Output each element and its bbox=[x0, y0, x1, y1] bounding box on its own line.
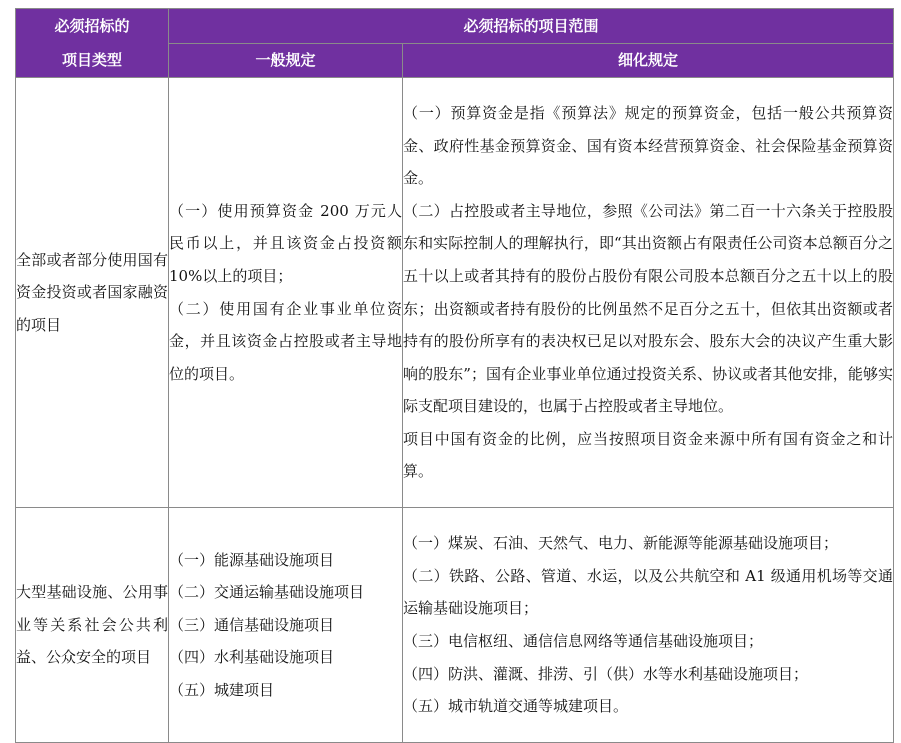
header-project-type-line1: 必须招标的 bbox=[54, 17, 130, 35]
row2-general-cell bbox=[169, 508, 403, 743]
header-project-type-line2: 项目类型 bbox=[61, 51, 122, 69]
row2-detail-item: （四）防洪、灌溉、排涝、引（供）水等水利基础设施项目； bbox=[403, 664, 809, 683]
row2-detail-cell bbox=[403, 508, 894, 743]
header-general-rules: 一般规定 bbox=[169, 43, 403, 78]
row1-type-cell bbox=[16, 78, 169, 508]
row2-type-cell bbox=[16, 508, 169, 743]
tender-scope-table bbox=[15, 8, 894, 743]
header-project-type bbox=[16, 9, 169, 78]
row1-detail-item: （一）预算资金是指《预算法》规定的预算资金，包括一般公共预算资金、政府性基金预算资金、国有资本经营预算资金、社会保险基金预算资金。 bbox=[403, 103, 894, 188]
row1-type: 全部或者部分使用国有资金投资或者国家融资的项目 bbox=[16, 250, 168, 334]
table-row bbox=[16, 508, 894, 743]
row1-detail-item: 项目中国有资金的比例，应当按照项目资金来源中所有国有资金之和计算。 bbox=[403, 429, 894, 481]
row2-general-item: （五）城建项目 bbox=[169, 680, 275, 699]
row1-detail-item: （二）占控股或者主导地位，参照《公司法》第二百一十六条关于控股股东和实际控制人的理解执行，即“其出资额占有限责任公司资本总额百分之五十以上或者其持有的股份占股份有限公司股本总额百分之五十以上的股东；出资额或者持有股份的比例虽然不足百分之五十，但依其出资额或者持有的股份所享有的表决权已足以对股东会、股东大会的决议产生重大影响的股东”；国有企业事业单位通过投资关系、协议或者其他安排，能够实际支配项目建设的，也属于占控股或者主导地位。 bbox=[403, 201, 894, 416]
row2-general-item: （四）水利基础设施项目 bbox=[169, 648, 335, 667]
header-scope: 必须招标的项目范围 bbox=[169, 9, 894, 44]
row1-general-cell bbox=[169, 78, 403, 508]
row2-general-item: （一）能源基础设施项目 bbox=[169, 550, 335, 569]
row2-general-item: （二）交通运输基础设施项目 bbox=[169, 583, 365, 602]
row2-type: 大型基础设施、公用事业等关系社会公共利益、公众安全的项目 bbox=[16, 583, 168, 667]
table-row bbox=[16, 78, 894, 508]
header-row-1 bbox=[16, 9, 894, 44]
row1-general-item: （一）使用预算资金 200 万元人民币以上，并且该资金占投资额 10%以上的项目； bbox=[169, 201, 402, 285]
row2-general-item: （三）通信基础设施项目 bbox=[169, 615, 335, 634]
row2-detail-item: （二）铁路、公路、管道、水运，以及公共航空和 A1 级通用机场等交通运输基础设施项目； bbox=[403, 566, 894, 618]
header-detailed-rules: 细化规定 bbox=[403, 43, 894, 78]
row2-detail-item: （三）电信枢纽、通信信息网络等通信基础设施项目； bbox=[403, 632, 764, 650]
row1-detail-cell bbox=[403, 78, 894, 508]
row1-general-item: （二）使用国有企业事业单位资金，并且该资金占控股或者主导地位的项目。 bbox=[169, 299, 402, 383]
row2-detail-item: （一）煤炭、石油、天然气、电力、新能源等能源基础设施项目； bbox=[403, 534, 839, 553]
row2-detail-item: （五）城市轨道交通等城建项目。 bbox=[403, 697, 629, 716]
